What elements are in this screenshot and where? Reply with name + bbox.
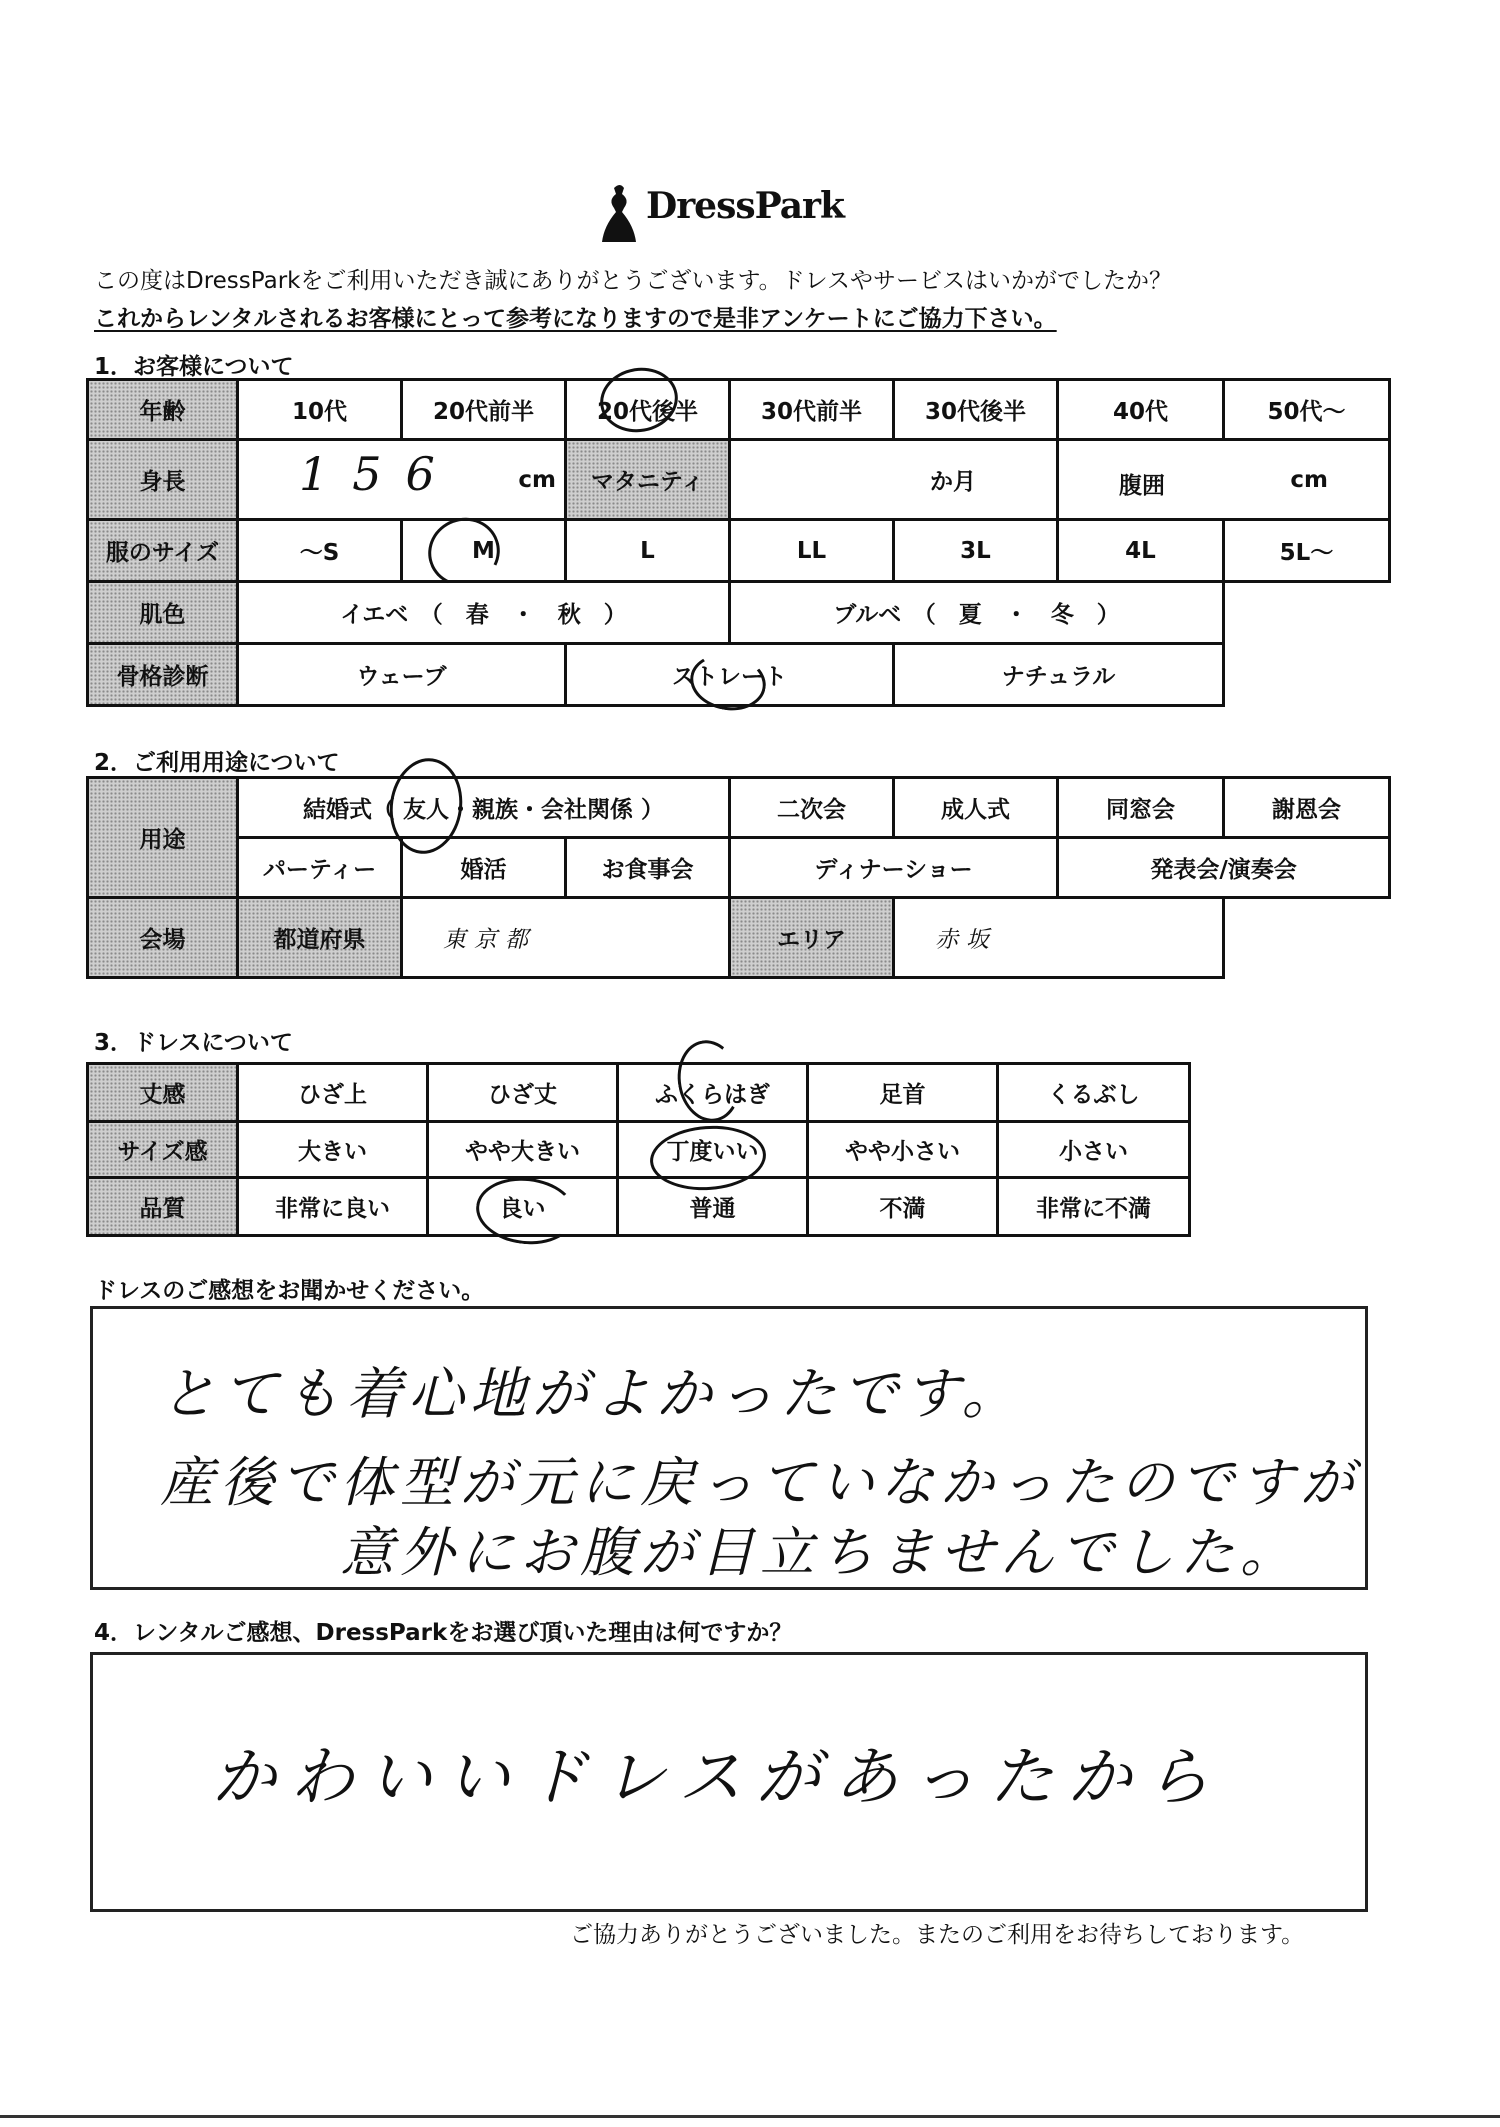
- section4-title: 4．レンタルご感想、DressParkをお選び頂いた理由は何ですか？: [94, 1620, 793, 1646]
- size-label: 服のサイズ: [88, 520, 238, 582]
- intro-text: この度はDressParkをご利用いただき誠にありがとうございます。ドレスやサービスはいかがでしたか？: [94, 268, 1172, 294]
- section2-title: 2．ご利用用途について: [94, 750, 340, 776]
- size-option[interactable]: LL: [730, 520, 894, 582]
- age-option[interactable]: 10代: [238, 380, 402, 440]
- section3-title: 3．ドレスについて: [94, 1030, 293, 1056]
- blank-cell: [1224, 644, 1390, 706]
- section1-title: 1．お客様について: [94, 354, 294, 380]
- skeleton-option[interactable]: ナチュラル: [894, 644, 1224, 706]
- fit-option[interactable]: 大きい: [238, 1122, 428, 1178]
- quality-option[interactable]: 普通: [618, 1178, 808, 1236]
- venue-label: 会場: [88, 898, 238, 978]
- area-label: エリア: [730, 898, 894, 978]
- impressions-line: とても着心地がよかったです。: [160, 1362, 1024, 1427]
- length-option[interactable]: くるぶし: [998, 1064, 1190, 1122]
- blank-cell: [1224, 898, 1390, 978]
- maternity-label: マタニティ: [566, 440, 730, 520]
- height-cell[interactable]: [238, 440, 566, 520]
- use-option[interactable]: お食事会: [566, 838, 730, 898]
- age-option[interactable]: 30代前半: [730, 380, 894, 440]
- size-option[interactable]: 4L: [1058, 520, 1224, 582]
- fit-label: サイズ感: [88, 1122, 238, 1178]
- quality-option[interactable]: 不満: [808, 1178, 998, 1236]
- wedding-option[interactable]: 結婚式（ 友人・親族・会社関係 ）: [238, 778, 730, 838]
- size-option[interactable]: 5L～: [1224, 520, 1390, 582]
- quality-option-selected[interactable]: 良い: [428, 1178, 618, 1236]
- fit-option[interactable]: 小さい: [998, 1122, 1190, 1178]
- brand-name: DressPark: [646, 185, 844, 227]
- size-option[interactable]: L: [566, 520, 730, 582]
- fit-option-selected[interactable]: 丁度いい: [618, 1122, 808, 1178]
- customer-table: [86, 378, 1391, 707]
- quality-option[interactable]: 非常に良い: [238, 1178, 428, 1236]
- length-label: 丈感: [88, 1064, 238, 1122]
- length-option[interactable]: ひざ丈: [428, 1064, 618, 1122]
- skin-blue-option[interactable]: ブルベ （ 夏 ・ 冬 ）: [730, 582, 1224, 644]
- use-option[interactable]: 謝恩会: [1224, 778, 1390, 838]
- impressions-line: 産後で体型が元に戻っていなかったのですが: [160, 1451, 1360, 1514]
- skeleton-label: 骨格診断: [88, 644, 238, 706]
- use-option[interactable]: 二次会: [730, 778, 894, 838]
- impressions-title: ドレスのご感想をお聞かせください。: [94, 1278, 485, 1304]
- use-option[interactable]: 婚活: [402, 838, 566, 898]
- impressions-line: 意外にお腹が目立ちませんでした。: [340, 1521, 1300, 1584]
- waist-unit: cm: [1290, 467, 1328, 493]
- use-option[interactable]: 同窓会: [1058, 778, 1224, 838]
- use-option[interactable]: 成人式: [894, 778, 1058, 838]
- age-option[interactable]: 40代: [1058, 380, 1224, 440]
- height-value: 156: [299, 447, 459, 501]
- age-option[interactable]: 50代～: [1224, 380, 1390, 440]
- skeleton-option[interactable]: ウェーブ: [238, 644, 566, 706]
- thanks-text: ご協力ありがとうございました。またのご利用をお待ちしております。: [570, 1922, 1305, 1948]
- reason-answer: かわいいドレスがあったから: [212, 1741, 1224, 1815]
- waist-cell[interactable]: [1058, 440, 1390, 520]
- quality-option[interactable]: 非常に不満: [998, 1178, 1190, 1236]
- age-label: 年齢: [88, 380, 238, 440]
- size-option-selected[interactable]: M: [402, 520, 566, 582]
- size-option[interactable]: 3L: [894, 520, 1058, 582]
- bottom-rule: [0, 2115, 1500, 2118]
- height-unit: cm: [518, 467, 556, 493]
- age-option-selected[interactable]: 20代後半: [566, 380, 730, 440]
- maternity-months[interactable]: か月: [730, 440, 1058, 520]
- use-option[interactable]: ディナーショー: [730, 838, 1058, 898]
- blank-cell: [1224, 582, 1390, 644]
- area-value[interactable]: 赤坂: [894, 898, 1224, 978]
- use-label: 用途: [88, 778, 238, 898]
- age-option[interactable]: 20代前半: [402, 380, 566, 440]
- use-option[interactable]: 発表会/演奏会: [1058, 838, 1390, 898]
- use-option[interactable]: パーティー: [238, 838, 402, 898]
- pref-value[interactable]: 東京都: [402, 898, 730, 978]
- skeleton-option-selected[interactable]: ストレート: [566, 644, 894, 706]
- intro-request: これからレンタルされるお客様にとって参考になりますので是非アンケートにご協力下さい。: [94, 306, 1057, 332]
- waist-label: 腹囲: [1119, 473, 1165, 499]
- fit-option[interactable]: やや小さい: [808, 1122, 998, 1178]
- length-option-selected[interactable]: ふくらはぎ: [618, 1064, 808, 1122]
- age-option[interactable]: 30代後半: [894, 380, 1058, 440]
- length-option[interactable]: 足首: [808, 1064, 998, 1122]
- skin-yellow-option[interactable]: イエベ （ 春 ・ 秋 ）: [238, 582, 730, 644]
- quality-label: 品質: [88, 1178, 238, 1236]
- dress-table: [86, 1062, 1191, 1237]
- usage-table: [86, 776, 1391, 979]
- length-option[interactable]: ひざ上: [238, 1064, 428, 1122]
- pref-label: 都道府県: [238, 898, 402, 978]
- skin-label: 肌色: [88, 582, 238, 644]
- size-option[interactable]: ～S: [238, 520, 402, 582]
- height-label: 身長: [88, 440, 238, 520]
- fit-option[interactable]: やや大きい: [428, 1122, 618, 1178]
